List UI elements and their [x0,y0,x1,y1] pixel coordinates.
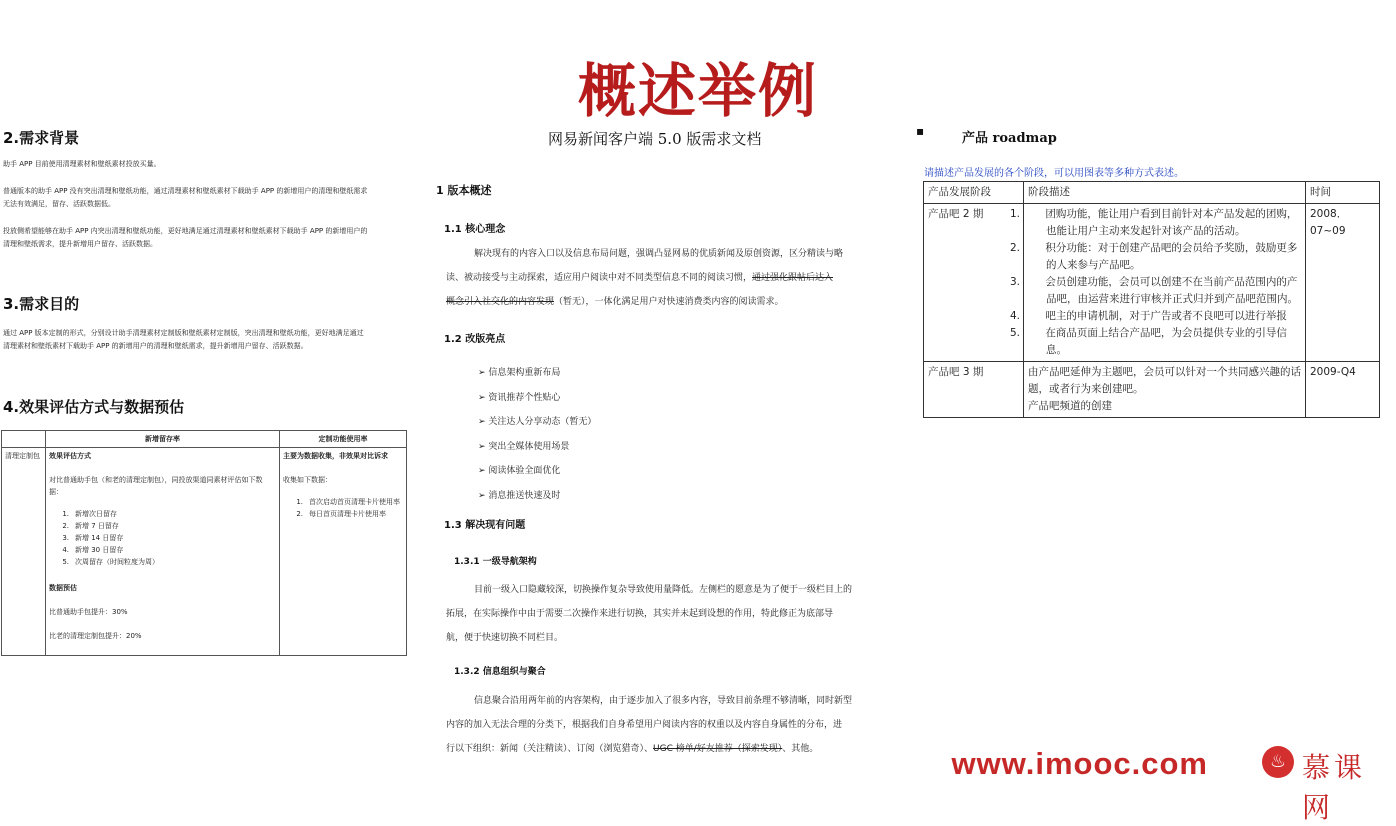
evaluation-table [1,430,407,656]
time-cell: 2009-Q4 [1306,362,1380,418]
list-item: 2. 每日首页清理卡片使用率 [296,510,386,518]
eval-title: 效果评估方式 [49,452,91,460]
background-paragraph-1: 助手 APP 目前使用清理素材和壁纸素材投放买量。 [3,160,161,168]
list-item: ➢ 资讯推荐个性贴心 [478,392,561,403]
usage-title: 主要为数据收集，非效果对比诉求 [283,452,388,460]
table-header-usage: 定制功能使用率 [280,431,407,448]
list-item: ➢ 消息推送快速及时 [478,490,561,501]
section-heading-goal: 3.需求目的 [3,295,80,313]
table-header-stage: 产品发展阶段 [924,182,1024,204]
watermark-brand: 慕课网 [1302,751,1367,824]
list-item: 2. 积分功能：对于创建产品吧的会员给予奖励，鼓励更多的人来参与产品吧。 [1010,242,1298,271]
list-item: 3. 新增 14 日留存 [62,534,124,542]
imooc-logo-icon: ♨ [1262,746,1294,778]
list-item: ➢ 突出全媒体使用场景 [478,441,570,452]
list-item: ➢ 阅读体验全面优化 [478,466,561,476]
roadmap-note: 请描述产品发展的各个阶段，可以用图表等多种方式表述。 [924,168,1184,179]
info-paragraph: 信息聚合沿用两年前的内容架构，由于逐步加入了很多内容，导致目前条理不够清晰，同时新型 内容的加入无法合理的分类下，根据我们自身希望用户阅读内容的权重以及内容自身属性的分布，进 行以下组织：新闻（关注精读）、订阅（浏览猎奇）、UGC 榜单/好友推荐（探索发现）、其他。 [446,696,853,754]
slide-title: 概述举例 [577,57,818,125]
background-paragraph-3a: 投放侧希望能够在助手 APP 内突出清理和壁纸功能，更好地满足通过清理素材和壁纸素材下载助手 APP 的新增用户的 [3,227,368,235]
list-item: 3. 会员创建功能，会员可以创建不在当前产品范围内的产品吧，由运营来进行审核并正式归并到产品吧范围内。 [1010,276,1298,305]
metrics-list [49,508,276,568]
list-item: 1. 首次启动首页清理卡片使用率 [296,498,400,506]
goal-paragraph-a: 通过 APP 版本定制的形式，分别设计助手清理素材定制版和壁纸素材定制版，突出清理和壁纸功能，更好地满足通过 [3,329,364,337]
heading-nav: 1.3.1 一级导航架构 [454,557,537,567]
list-item: 4. 新增 30 日留存 [62,546,124,554]
bullet-icon: ▪ [916,124,925,138]
list-item: 5. 次周留存（时间粒度为周） [62,558,159,566]
description-cell: 由产品吧延伸为主题吧，会员可以针对一个共同感兴趣的话题，或者行为来创建吧。 产品吧频道的创建 [1024,362,1306,418]
watermark-url: www.imooc.com [951,746,1208,781]
roadmap-table [923,181,1380,418]
background-paragraph-3b: 清理和壁纸需求，提升新增用户留存、活跃数据。 [3,240,157,248]
section-heading-evaluation: 4.效果评估方式与数据预估 [3,398,185,416]
time-cell: 2008．07~09 [1306,204,1380,362]
list-item: 5. 在商品页面上结合产品吧，为会员提供专业的引导信息。 [1010,327,1287,356]
core-idea-paragraph: 解决现有的内容入口以及信息布局问题，强调凸显网易的优质新闻及原创资源，区分精读与略 读、被动接受与主动探索，适应用户阅读中对不同类型信息不同的阅读习惯，通过强化跟帖后达入 概念引入社交化的内容发现（暂无），一体化满足用户对快速消费类内容的阅读需求。 [446,249,844,307]
table-header-time: 时间 [1306,182,1380,204]
background-paragraph-2b: 无法有效满足，留存、活跃数据低。 [3,200,115,208]
table-header-retention: 新增留存率 [46,431,280,448]
background-paragraph-2a: 普通版本的助手 APP 没有突出清理和壁纸功能，通过清理素材和壁纸素材下载助手 APP 的新增用户的清理和壁纸需求 [3,187,368,195]
usage-description: 收集如下数据： [283,476,332,484]
highlights-list [478,361,596,508]
goal-paragraph-b: 清理素材和壁纸素材下载助手 APP 的新增用户的清理和壁纸需求，提升新增用户留存、活跃数据。 [3,342,308,350]
list-item: 2. 新增 7 日留存 [62,522,119,530]
heading-highlights: 1.2 改版亮点 [444,334,506,345]
list-item: ➢ 关注达人分享动态（暂无） [478,417,597,427]
heading-overview: 1 版本概述 [436,184,492,197]
stage-cell: 产品吧 3 期 [924,362,1024,418]
eval-description: 对比普通助手包（和老的清理定制包），同投放渠道同素材评估如下数据： [49,476,263,496]
nav-paragraph: 目前一级入口隐藏较深，切换操作复杂导致使用量降低。左侧栏的愿意是为了便于一级栏目上的 拓展，在实际操作中由于需要二次操作来进行切换，其实并未起到设想的作用，特此修正为底部导 航，便于快速切换不同栏目。 [446,585,853,643]
table-row-label: 清理定制包 [2,448,46,656]
list-item: 4. 吧主的申请机制，对于广告或者不良吧可以进行举报 [1010,310,1287,322]
heading-issues: 1.3 解决现有问题 [444,520,526,531]
section-heading-background: 2.需求背景 [3,129,80,147]
estimate-title: 数据预估 [49,584,77,592]
table-cell-retention [46,448,280,656]
list-item: ➢ 信息架构重新布局 [478,368,561,378]
table-header-description: 阶段描述 [1024,182,1306,204]
list-item: 1. 团购功能，能让用户看到目前针对本产品发起的团购，也能让用户主动来发起针对该产品的活动。 [1010,208,1298,237]
description-cell [1010,204,1306,362]
heading-info: 1.3.2 信息组织与聚合 [454,667,546,677]
document-title: 网易新闻客户端 5.0 版需求文档 [548,130,762,148]
table-cell-usage [280,448,407,656]
roadmap-title: 产品 roadmap [962,131,1057,146]
heading-core-idea: 1.1 核心理念 [444,224,506,235]
estimate-2: 比老的清理定制包提升：20% [49,632,142,640]
estimate-1: 比普通助手包提升：30% [49,608,128,616]
usage-list [283,496,403,520]
stage-cell: 产品吧 2 期 [924,204,1024,362]
list-item: 1. 新增次日留存 [62,510,117,518]
